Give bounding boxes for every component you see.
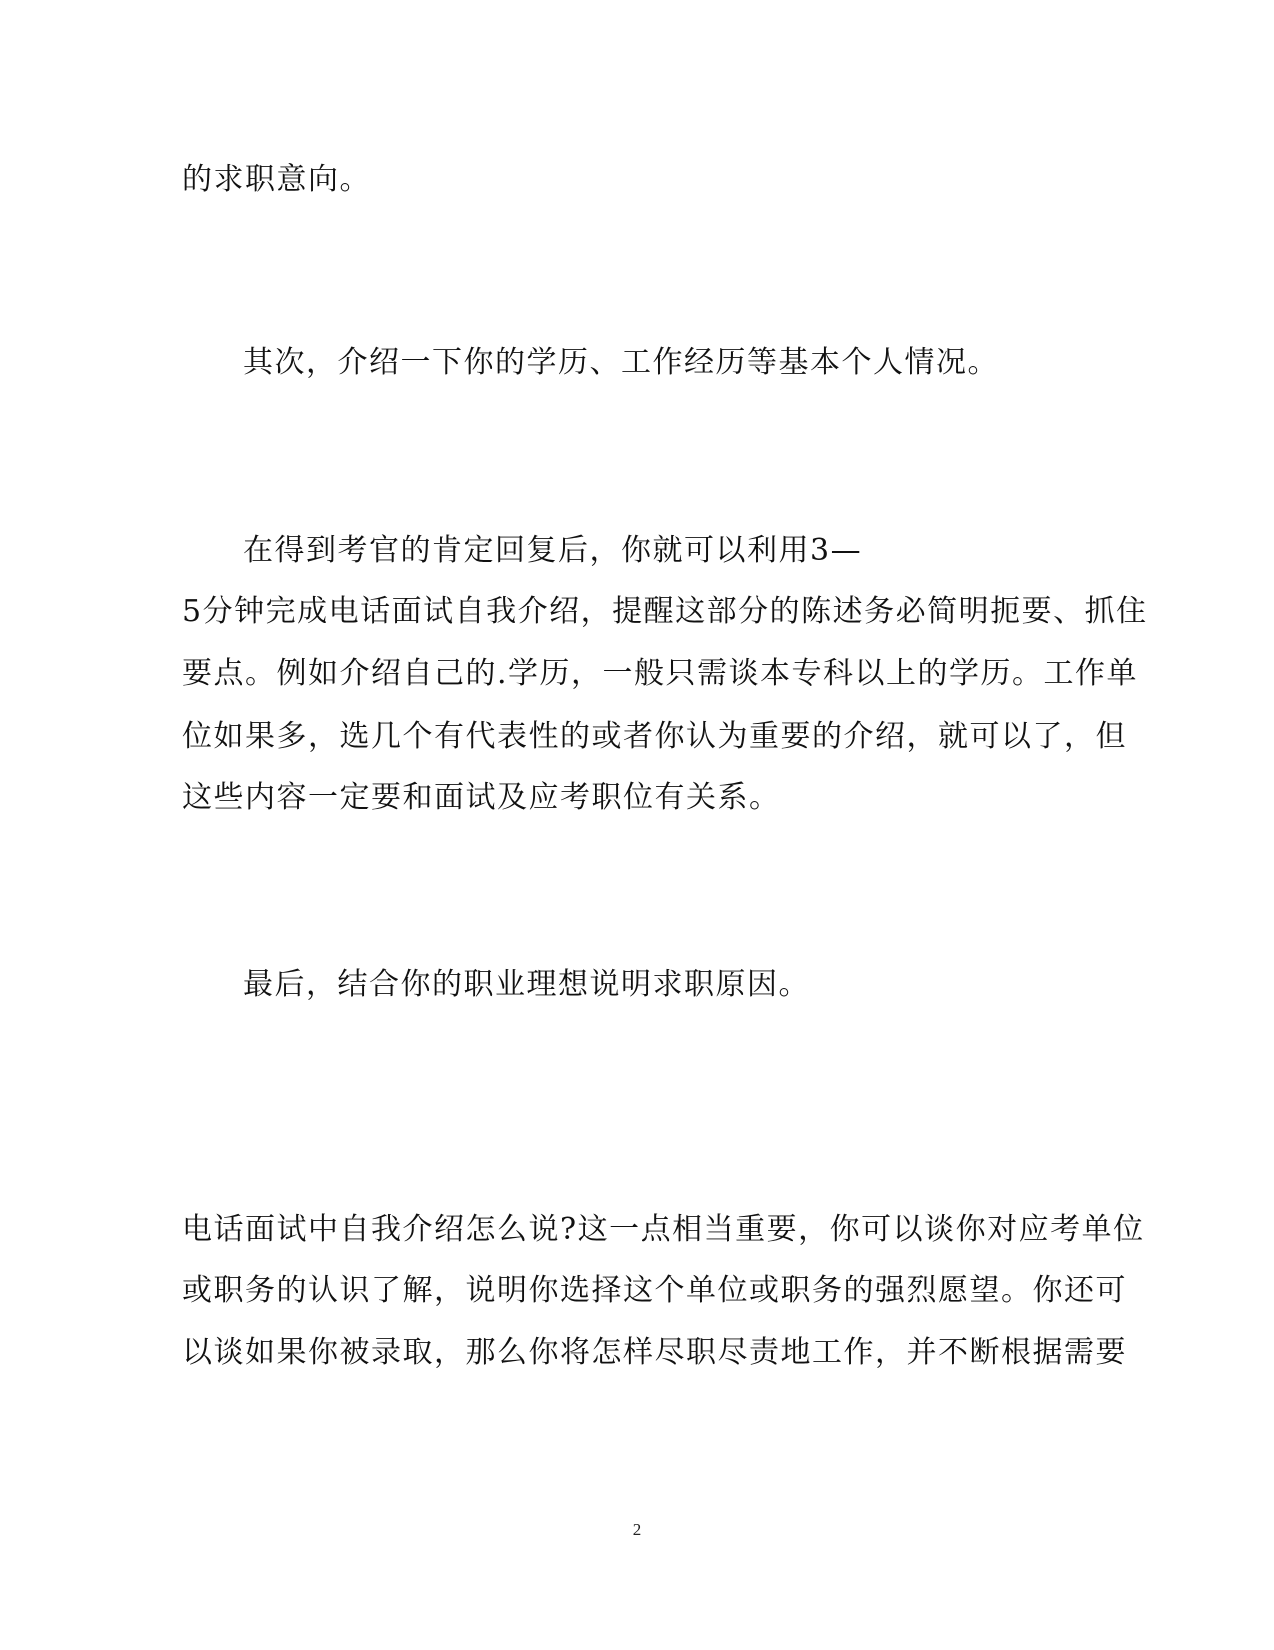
paragraph-line: 在得到考官的肯定回复后，你就可以利用3— — [243, 533, 863, 568]
paragraph-line: 最后，结合你的职业理想说明求职原因。 — [243, 967, 810, 1002]
paragraph-line: 以谈如果你被录取，那么你将怎样尽职尽责地工作，并不断根据需要 — [182, 1335, 1127, 1370]
paragraph-line: 的求职意向。 — [182, 162, 371, 197]
page-number: 2 — [632, 1520, 642, 1539]
paragraph-line: 或职务的认识了解，说明你选择这个单位或职务的强烈愿望。你还可 — [182, 1273, 1127, 1308]
paragraph-line: 这些内容一定要和面试及应考职位有关系。 — [182, 780, 781, 815]
paragraph-line: 要点。例如介绍自己的.学历，一般只需谈本专科以上的学历。工作单 — [182, 656, 1139, 691]
paragraph-line: 电话面试中自我介绍怎么说?这一点相当重要，你可以谈你对应考单位 — [182, 1212, 1145, 1247]
paragraph-line: 其次，介绍一下你的学历、工作经历等基本个人情况。 — [243, 345, 999, 380]
paragraph-line: 位如果多，选几个有代表性的或者你认为重要的介绍，就可以了，但 — [182, 719, 1127, 754]
paragraph-line: 5分钟完成电话面试自我介绍，提醒这部分的陈述务必简明扼要、抓住 — [182, 594, 1148, 629]
